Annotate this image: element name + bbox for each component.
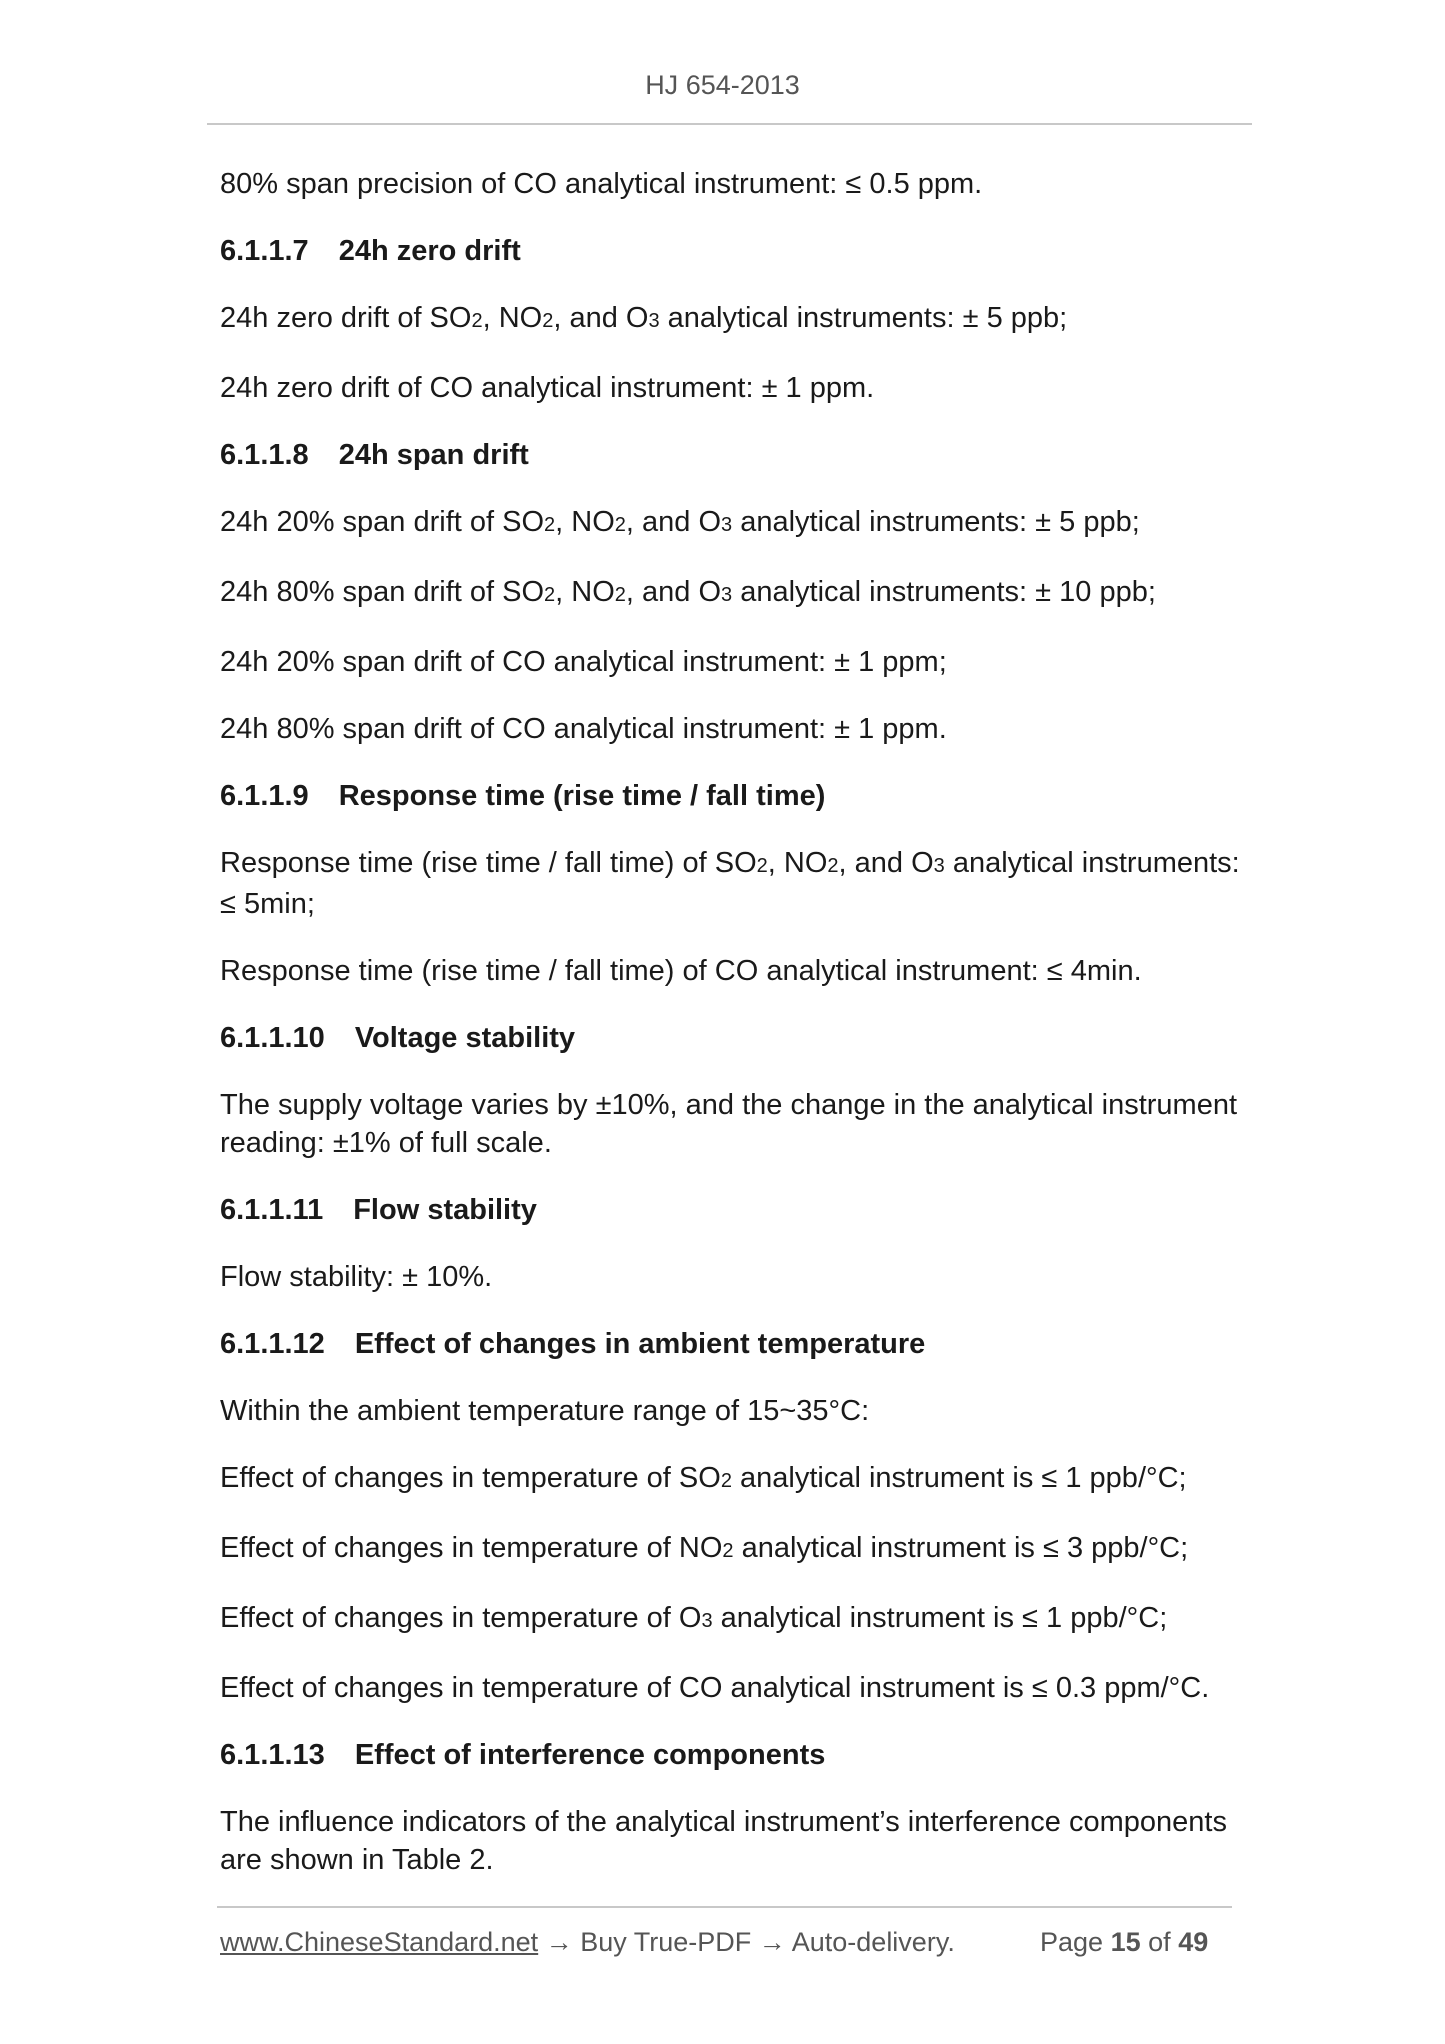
paragraph-text: analytical instrument is ≤ 3 ppb/°C; bbox=[733, 1532, 1189, 1564]
section-title: Effect of changes in ambient temperature bbox=[354, 1328, 926, 1360]
body-paragraph bbox=[220, 1599, 1245, 1640]
footer-divider bbox=[217, 1906, 1232, 1908]
paragraph-text: Within the ambient temperature range of 15~35°C: bbox=[220, 1395, 870, 1427]
paragraph-text: 24h 20% span drift of SO bbox=[220, 506, 545, 538]
page-indicator bbox=[1040, 1927, 1208, 1958]
paragraph-text: analytical instruments: ± 5 ppb; bbox=[732, 506, 1140, 538]
body-paragraph bbox=[220, 573, 1245, 614]
paragraph-text: Response time (rise time / fall time) of CO analytical instrument: ≤ 4min. bbox=[220, 955, 1142, 987]
paragraph-text: The influence indicators of the analytical instrument’s interference components are shown in Table 2. bbox=[220, 1806, 1227, 1876]
paragraph-text: , NO bbox=[767, 847, 828, 879]
section-number: 6.1.1.10 bbox=[220, 1022, 325, 1054]
section-heading bbox=[220, 1736, 1245, 1774]
paragraph-text: 24h zero drift of CO analytical instrument: ± 1 ppm. bbox=[220, 372, 875, 404]
body-paragraph bbox=[220, 1392, 1245, 1430]
section-title: Effect of interference components bbox=[354, 1739, 826, 1771]
paragraph-text: analytical instruments: ± 10 ppb; bbox=[732, 576, 1156, 608]
body-paragraph bbox=[220, 369, 1245, 407]
body-paragraph bbox=[220, 1529, 1245, 1570]
body-paragraph bbox=[220, 643, 1245, 681]
paragraph-text: , and O bbox=[553, 302, 649, 334]
paragraph-text: , NO bbox=[482, 302, 543, 334]
chemical-subscript: 2 bbox=[471, 310, 483, 332]
body-paragraph bbox=[220, 165, 1245, 203]
paragraph-text: analytical instrument is ≤ 1 ppb/°C; bbox=[731, 1462, 1187, 1494]
chemical-subscript: 2 bbox=[614, 514, 626, 536]
section-title: 24h span drift bbox=[338, 439, 529, 471]
paragraph-text: , and O bbox=[625, 506, 722, 538]
paragraph-text: Effect of changes in temperature of CO analytical instrument is ≤ 0.3 ppm/°C. bbox=[220, 1672, 1210, 1704]
body-paragraph bbox=[220, 1258, 1245, 1296]
paragraph-text: , and O bbox=[625, 576, 722, 608]
paragraph-text: 24h 80% span drift of SO bbox=[220, 576, 545, 608]
chemical-subscript: 2 bbox=[544, 514, 556, 536]
body-paragraph bbox=[220, 844, 1245, 923]
body-paragraph bbox=[220, 710, 1245, 748]
section-title: Flow stability bbox=[353, 1194, 537, 1226]
document-body bbox=[220, 165, 1245, 1908]
chemical-subscript: 3 bbox=[721, 584, 733, 606]
paragraph-text: Effect of changes in temperature of O bbox=[220, 1602, 702, 1634]
body-paragraph bbox=[220, 1459, 1245, 1500]
paragraph-text: , and O bbox=[838, 847, 934, 879]
section-number: 6.1.1.9 bbox=[220, 780, 309, 812]
section-number: 6.1.1.11 bbox=[220, 1194, 324, 1226]
paragraph-text: The supply voltage varies by ±10%, and the change in the analytical instrument reading: ±1% of full scale. bbox=[220, 1089, 1238, 1159]
section-number: 6.1.1.13 bbox=[220, 1739, 325, 1771]
body-paragraph bbox=[220, 1086, 1245, 1162]
section-number: 6.1.1.12 bbox=[220, 1328, 325, 1360]
of-word: of bbox=[1148, 1927, 1171, 1957]
body-paragraph bbox=[220, 1669, 1245, 1707]
paragraph-text: 80% span precision of CO analytical instrument: ≤ 0.5 ppm. bbox=[220, 168, 983, 200]
body-paragraph bbox=[220, 503, 1245, 544]
chemical-subscript: 2 bbox=[544, 584, 556, 606]
paragraph-text: Flow stability: ± 10%. bbox=[220, 1261, 493, 1293]
section-title: Response time (rise time / fall time) bbox=[338, 780, 826, 812]
chemical-subscript: 3 bbox=[648, 310, 660, 332]
section-heading bbox=[220, 1325, 1245, 1363]
paragraph-text: Effect of changes in temperature of SO bbox=[220, 1462, 721, 1494]
section-number: 6.1.1.8 bbox=[220, 439, 309, 471]
chemical-subscript: 2 bbox=[614, 584, 626, 606]
page-total: 49 bbox=[1178, 1927, 1209, 1957]
paragraph-text: analytical instruments: ≤ 5min; bbox=[220, 847, 1240, 920]
paragraph-text: , NO bbox=[555, 576, 615, 608]
chemical-subscript: 2 bbox=[722, 1540, 734, 1562]
chemical-subscript: 2 bbox=[827, 855, 839, 877]
paragraph-text: 24h zero drift of SO bbox=[220, 302, 472, 334]
body-paragraph bbox=[220, 1803, 1245, 1879]
section-heading bbox=[220, 436, 1245, 474]
paragraph-text: analytical instrument is ≤ 1 ppb/°C; bbox=[712, 1602, 1168, 1634]
paragraph-text: Response time (rise time / fall time) of SO bbox=[220, 847, 757, 879]
section-title: 24h zero drift bbox=[338, 235, 521, 267]
document-footer bbox=[220, 1927, 1235, 1958]
page-number: 15 bbox=[1110, 1927, 1141, 1957]
paragraph-text: , NO bbox=[555, 506, 615, 538]
body-paragraph bbox=[220, 299, 1245, 340]
chemical-subscript: 3 bbox=[721, 514, 733, 536]
document-header bbox=[0, 70, 1445, 101]
document-code: HJ 654-2013 bbox=[645, 70, 800, 100]
chemical-subscript: 2 bbox=[542, 310, 554, 332]
section-title: Voltage stability bbox=[354, 1022, 576, 1054]
paragraph-text: Effect of changes in temperature of NO bbox=[220, 1532, 723, 1564]
paragraph-text: analytical instruments: ± 5 ppb; bbox=[659, 302, 1068, 334]
footer-tagline: → Buy True-PDF → Auto-delivery. bbox=[538, 1927, 955, 1957]
body-paragraph bbox=[220, 952, 1245, 990]
chemical-subscript: 2 bbox=[756, 855, 768, 877]
page-word: Page bbox=[1040, 1927, 1104, 1957]
section-heading bbox=[220, 777, 1245, 815]
chemical-subscript: 2 bbox=[720, 1470, 732, 1492]
paragraph-text: 24h 80% span drift of CO analytical instrument: ± 1 ppm. bbox=[220, 713, 947, 745]
section-heading bbox=[220, 1191, 1245, 1229]
chemical-subscript: 3 bbox=[933, 855, 945, 877]
section-number: 6.1.1.7 bbox=[220, 235, 309, 267]
chemical-subscript: 3 bbox=[701, 1610, 713, 1632]
section-heading bbox=[220, 232, 1245, 270]
paragraph-text: 24h 20% span drift of CO analytical instrument: ± 1 ppm; bbox=[220, 646, 947, 678]
header-divider bbox=[207, 123, 1252, 125]
section-heading bbox=[220, 1019, 1245, 1057]
website-link[interactable]: www.ChineseStandard.net bbox=[220, 1927, 539, 1957]
